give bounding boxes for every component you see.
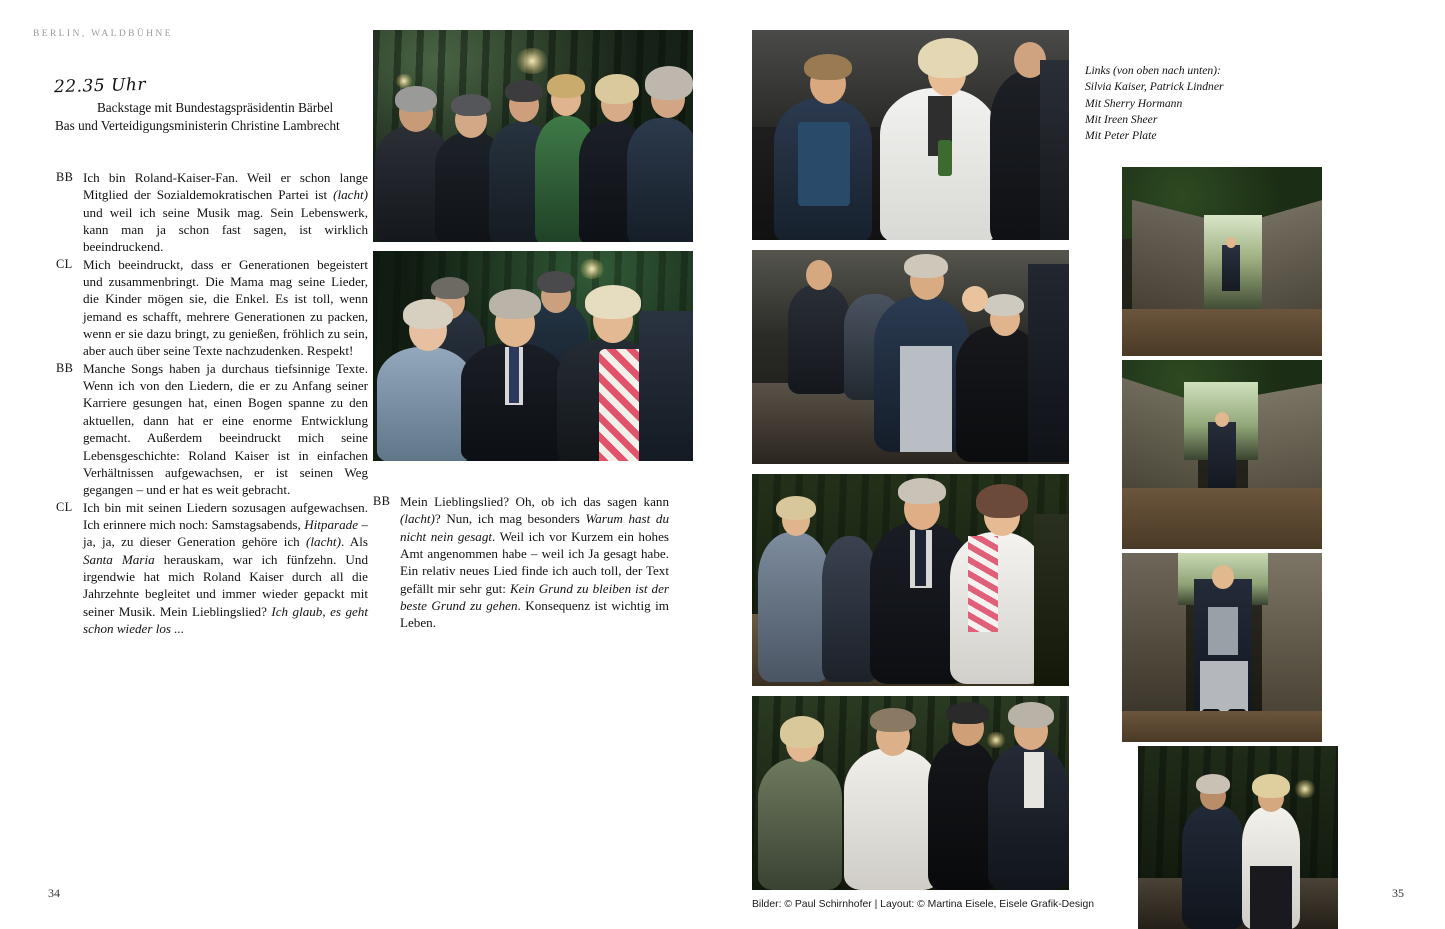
page-number-left: 34 [48,886,60,900]
side-caption-line: Mit Sherry Hormann [1085,96,1183,110]
photo-right-1 [1122,167,1322,356]
photo-mid-second [752,250,1069,464]
speaker-label: CL [56,499,73,514]
speaker-label: BB [373,494,391,508]
intro-caption [55,99,355,134]
photo-mid-top [752,30,1069,240]
side-caption-line: Mit Peter Plate [1085,129,1157,143]
photo-left-top [373,30,693,242]
photo-left-bottom [373,251,693,461]
intro-caption-text: Backstage mit Bundestagspräsidentin Bärbel Bas und Verteidigungsministerin Christine Lambrecht [55,100,340,133]
photo-right-3 [1122,553,1322,742]
photo-mid-third [752,474,1069,686]
qa-text: Ich bin Roland-Kaiser-Fan. Weil er schon lange Mitglied der Sozialdemokratischen Partei ist (lacht) und weil ich seine Musik mag. Sein Lebenswerk, kann man ja schon fast sagen, ist wirklich beeindruckend. [83,170,368,255]
qa-text: Mein Lieblingslied? Oh, ob ich das sagen kann (lacht)? Nun, ich mag besonders Warum hast du nicht nein gesagt. Weil ich vor Kurzem ein hohes Amt angenommen habe – weil ich Ja gesagt habe. Ein relativ neues Lied finde ich auch toll, der Text gefällt mir sehr gut: Kein Grund zu bleiben ist der beste Grund zu gehen. Konsequenz ist wichtig im Leben. [400,494,670,631]
photo-right-2 [1122,360,1322,549]
speaker-label: BB [56,360,74,375]
interview-column-two [373,493,669,632]
qa-entry [56,169,368,256]
qa-entry [56,256,368,360]
qa-text: Manche Songs haben ja durchaus tiefsinnige Texte. Wenn ich von den Liedern, die er zu Anfang seiner Karriere gesungen hat, einen Bogen spanne zu den aktuellen, dann hat er eine enorme Entwicklung gemacht. Außerdem beeindruckt mich seine Lebensgeschichte: Roland Kaiser ist in einfachen Verhältnissen aufgewachsen, er ist seinen Weg gegangen – und er hat es weit gebracht. [83,360,368,498]
speaker-label: BB [56,170,74,184]
page-number-right: 35 [1392,886,1404,900]
credits-line: Bilder: © Paul Schirnhofer | Layout: © Martina Eisele, Eisele Grafik-Design [752,899,1094,910]
qa-text: Ich bin mit seinen Liedern sozusagen aufgewachsen. Ich erinnere mich noch: Samstagsabends, Hitparade – ja, ja, zu dieser Generation gehöre ich (lacht). Als Santa Maria herauskam, war ich fünfzehn. Und irgendwie hat mich Roland Kaiser durch all die Jahrzehnte begleitet und immer wieder gepackt mit seiner Musik. Mein Lieblingslied? Ich glaub, es geht schon wieder los ... [83,499,369,636]
timestamp: 22.35 Uhr [53,74,147,98]
side-caption-line: Silvia Kaiser, Patrick Lindner [1085,80,1224,94]
speaker-label: CL [56,256,73,271]
side-caption-line: Mit Ireen Sheer [1085,112,1158,126]
qa-text: Mich beeindruckt, dass er Generationen begeistert und zusammenbringt. Die Mama mag seine Lieder, die Kinder mögen sie, die Enkel. Es ist toll, wenn jemand es schafft, mehrere Generationen zu packen, wenn er sie dazu bringt, zu genießen, fröhlich zu sein, aber auch über seine Texte nachzudenken. Respekt! [83,256,368,359]
photo-mid-bottom [752,696,1069,890]
qa-entry [56,499,368,638]
interview-column-one [56,169,368,637]
photo-right-4 [1138,746,1338,929]
running-head: BERLIN, WALDBÜHNE [33,29,173,39]
side-caption [1085,63,1315,144]
qa-entry [56,360,368,499]
side-caption-heading: Links (von oben nach unten): [1085,64,1221,77]
